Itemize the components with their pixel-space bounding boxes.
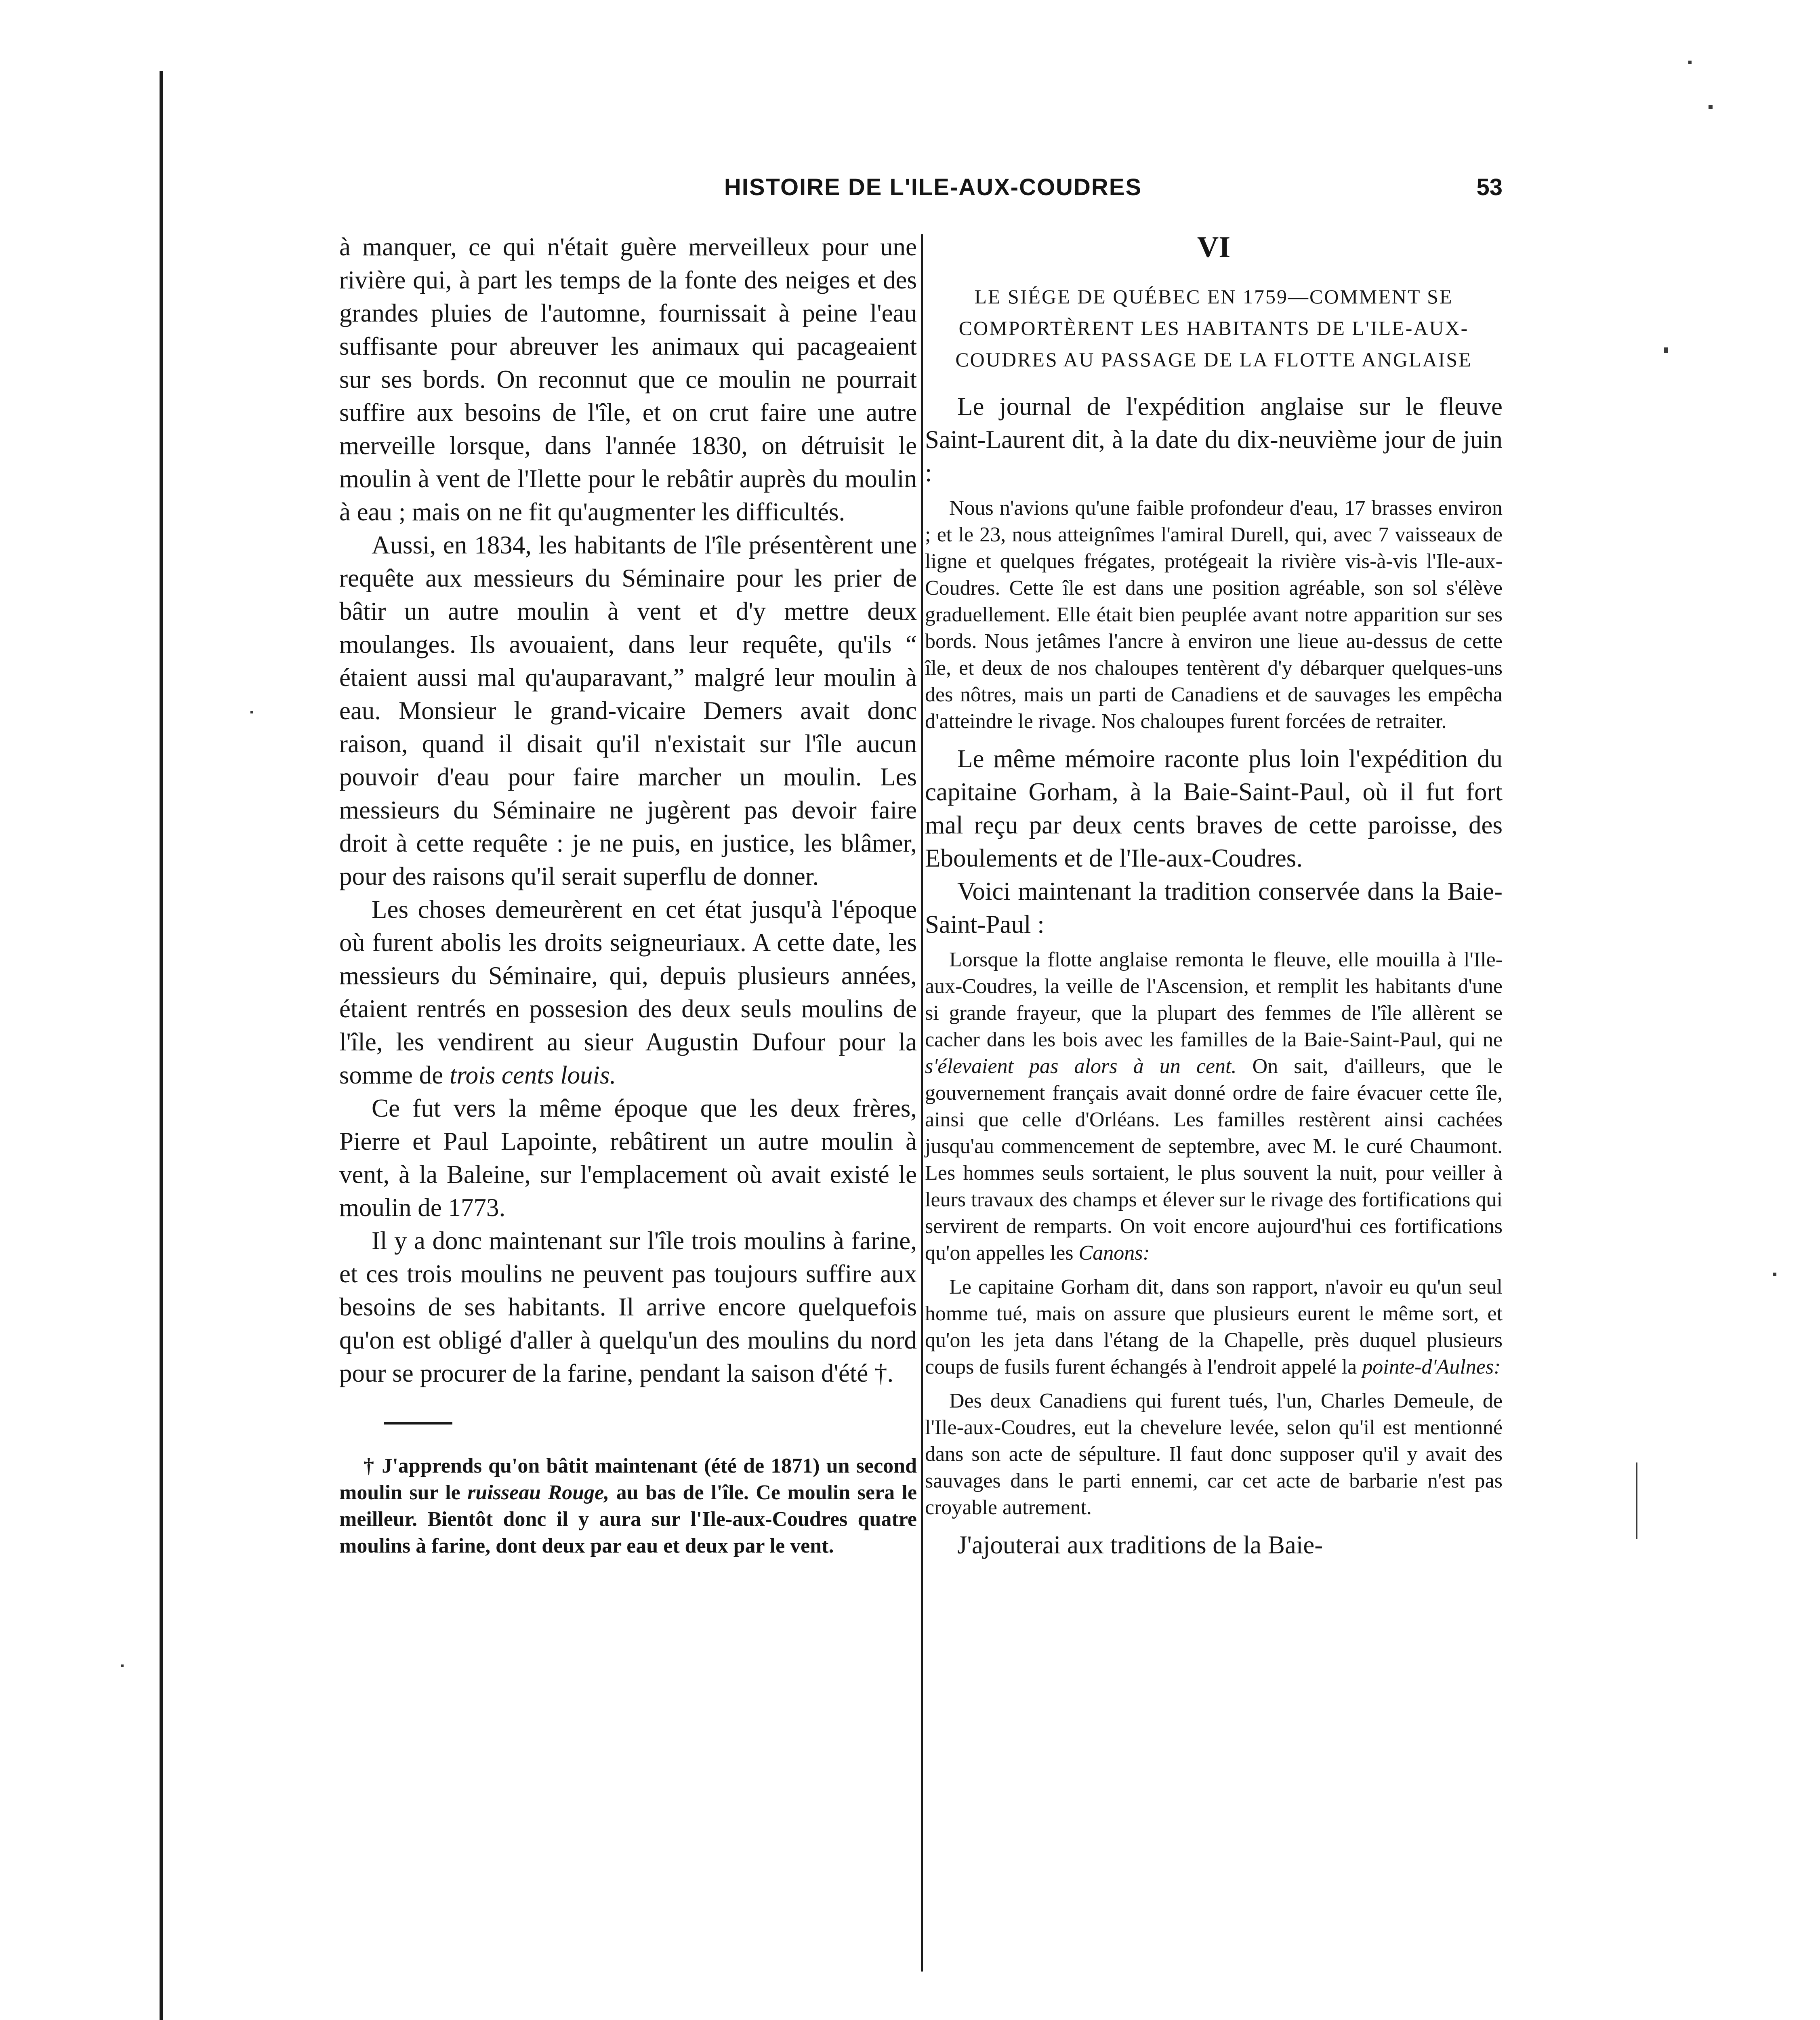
page-edge-rule bbox=[160, 71, 163, 2020]
left-paragraph-3 bbox=[339, 893, 917, 1092]
scan-speck bbox=[1709, 105, 1713, 109]
quote-2-text-1: Lorsque la flotte anglaise remonta le fleuve, elle mouilla à l'Ile-aux-Coudres, la veille de l'Ascension, et remplit les habitants d'une si grande frayeur, que la plupart des femmes de l'île allèrent se cacher dans les bois avec les familles de la Baie-Saint-Paul, qui ne bbox=[925, 948, 1503, 1051]
scan-speck bbox=[1688, 61, 1692, 64]
footnote-italic: ruisseau Rouge, bbox=[467, 1481, 609, 1504]
section-title: LE SIÉGE DE QUÉBEC EN 1759—COMMENT SE COMPORTÈRENT LES HABITANTS DE L'ILE-AUX-COUDRES AU PASSAGE DE LA FLOTTE ANGLAISE bbox=[955, 285, 1472, 371]
quote-block-4: Des deux Canadiens qui furent tués, l'un, Charles Demeule, de l'Ile-aux-Coudres, eut la chevelure levée, selon qu'il est mentionné dans son acte de sépulture. Il faut donc supposer qu'il y avait des sauvages dans le parti ennemi, car cet acte de barbarie n'est pas croyable autrement. bbox=[925, 1389, 1503, 1519]
right-column bbox=[925, 230, 1503, 1561]
right-paragraph-4: J'ajouterai aux traditions de la Baie- bbox=[957, 1531, 1323, 1559]
quote-block-2 bbox=[925, 947, 1503, 1267]
quote-2-text-2: On sait, d'ailleurs, que le gouvernement français avait donné ordre de faire évacuer cette île, ainsi que celle d'Orléans. Les familles restèrent ainsi cachées jusqu'au commencement de septembre, avec M. le curé Chaumont. Les hommes seuls sortaient, le plus souvent la nuit, pour veiller à leurs travaux des champs et élever sur le rivage des fortifications qui servirent de remparts. On voit encore aujourd'hui ces fortifications qu'on appelles les bbox=[925, 1055, 1503, 1265]
quote-2-italic-2: Canons: bbox=[1078, 1241, 1150, 1265]
right-paragraph-1: Le journal de l'expédition anglaise sur le fleuve Saint-Laurent dit, à la date du dix-neuvième jour de juin : bbox=[925, 392, 1503, 487]
running-header-title: HISTOIRE DE L'ILE-AUX-COUDRES bbox=[724, 174, 1142, 200]
footnote bbox=[339, 1453, 917, 1559]
left-paragraph-1: à manquer, ce qui n'était guère merveilleux pour une rivière qui, à part les temps de la fonte des neiges et des grandes pluies de l'automne, fournissait à peine l'eau suffisante pour abreuver les animaux qui pacageaient sur ses bords. On reconnut que ce moulin ne pourrait suffire aux besoins de l'île, et on crut faire une autre merveille lorsque, dans l'année 1830, on détruisit le moulin à vent de l'Ilette pour le rebâtir auprès du moulin à eau ; mais on ne fit qu'augmenter les difficultés. bbox=[339, 233, 917, 526]
quote-3-text: Le capitaine Gorham dit, dans son rapport, n'avoir eu qu'un seul homme tué, mais on assure que plusieurs eurent le même sort, et qu'on les jeta dans l'étang de la Chapelle, près duquel plusieurs coups de fusils furent échangés à l'endroit appelé la bbox=[925, 1275, 1503, 1378]
footnote-text-1: † J'apprends qu'on bâtit maintenant (été de 1871) un second moulin sur le bbox=[339, 1454, 917, 1504]
scan-speck bbox=[250, 711, 253, 713]
scan-speck bbox=[121, 1664, 124, 1667]
quote-3-italic: pointe-d'Aulnes: bbox=[1362, 1355, 1501, 1378]
scan-speck bbox=[1664, 347, 1668, 353]
right-paragraph-3: Voici maintenant la tradition conservée dans la Baie-Saint-Paul : bbox=[925, 877, 1503, 938]
footnote-text-2: au bas de l'île. Ce moulin sera le meilleur. Bientôt donc il y aura sur l'Ile-aux-Coudres quatre moulins à farine, dont deux par eau et deux par le vent. bbox=[339, 1481, 917, 1557]
right-paragraph-2: Le même mémoire raconte plus loin l'expédition du capitaine Gorham, à la Baie-Saint-Paul, où il fut fort mal reçu par deux cents braves de cette paroisse, des Eboulements et de l'Ile-aux-Coudres. bbox=[925, 745, 1503, 872]
footnote-rule bbox=[384, 1422, 452, 1425]
left-column bbox=[339, 230, 917, 1559]
section-number: VI bbox=[1197, 231, 1231, 264]
scan-speck bbox=[1773, 1273, 1776, 1276]
left-paragraph-3-italic: trois cents louis. bbox=[449, 1061, 616, 1089]
left-paragraph-3-text: Les choses demeurèrent en cet état jusqu'à l'époque où furent abolis les droits seigneuriaux. A cette date, les messieurs du Séminaire, qui, depuis plusieurs années, étaient rentrés en possesion des deux seuls moulins de l'île, les vendirent au sieur Augustin Dufour pour la somme de bbox=[339, 895, 917, 1089]
quote-block-1: Nous n'avions qu'une faible profondeur d'eau, 17 brasses environ ; et le 23, nous atteignîmes l'amiral Durell, qui, avec 7 vaisseaux de ligne et quelques frégates, protégeait la rivière vis-à-vis l'Ile-aux-Coudres. Cette île est dans une position agréable, son sol s'élève graduellement. Elle était bien peuplée avant notre apparition sur ses bords. Nous jetâmes l'ancre à environ une lieue au-dessus de cette île, et deux de nos chaloupes tentèrent d'y débarquer quelques-uns des nôtres, mais un parti de Canadiens et de sauvages les empêcha d'atteindre le rivage. Nos chaloupes furent forcées de retraiter. bbox=[925, 497, 1503, 733]
scan-speck bbox=[1636, 1462, 1637, 1539]
left-paragraph-4: Ce fut vers la même époque que les deux frères, Pierre et Paul Lapointe, rebâtirent un autre moulin à vent, à la Baleine, sur l'emplacement où avait existé le moulin de 1773. bbox=[339, 1094, 917, 1222]
page-number: 53 bbox=[1476, 174, 1503, 200]
left-paragraph-5: Il y a donc maintenant sur l'île trois moulins à farine, et ces trois moulins ne peuvent pas toujours suffire aux besoins de ses habitants. Il arrive encore quelquefois qu'on est obligé d'aller à quelqu'un des moulins du nord pour se procurer de la farine, pendant la saison d'été †. bbox=[339, 1227, 917, 1387]
left-paragraph-2: Aussi, en 1834, les habitants de l'île présentèrent une requête aux messieurs du Séminaire pour les prier de bâtir un autre moulin à vent et d'y mettre deux moulanges. Ils avouaient, dans leur requête, qu'ils “ étaient aussi mal qu'auparavant,” malgré leur moulin à eau. Monsieur le grand-vicaire Demers avait donc raison, quand il disait qu'il n'existait sur l'île aucun pouvoir d'eau pour faire marcher un moulin. Les messieurs du Séminaire ne jugèrent pas devoir faire droit à cette requête : je ne puis, en justice, les blâmer, pour des raisons qu'il serait superflu de donner. bbox=[339, 531, 917, 890]
quote-block-3 bbox=[925, 1274, 1503, 1380]
column-divider bbox=[921, 234, 923, 1972]
quote-2-italic-1: s'élevaient pas alors à un cent. bbox=[925, 1055, 1237, 1078]
